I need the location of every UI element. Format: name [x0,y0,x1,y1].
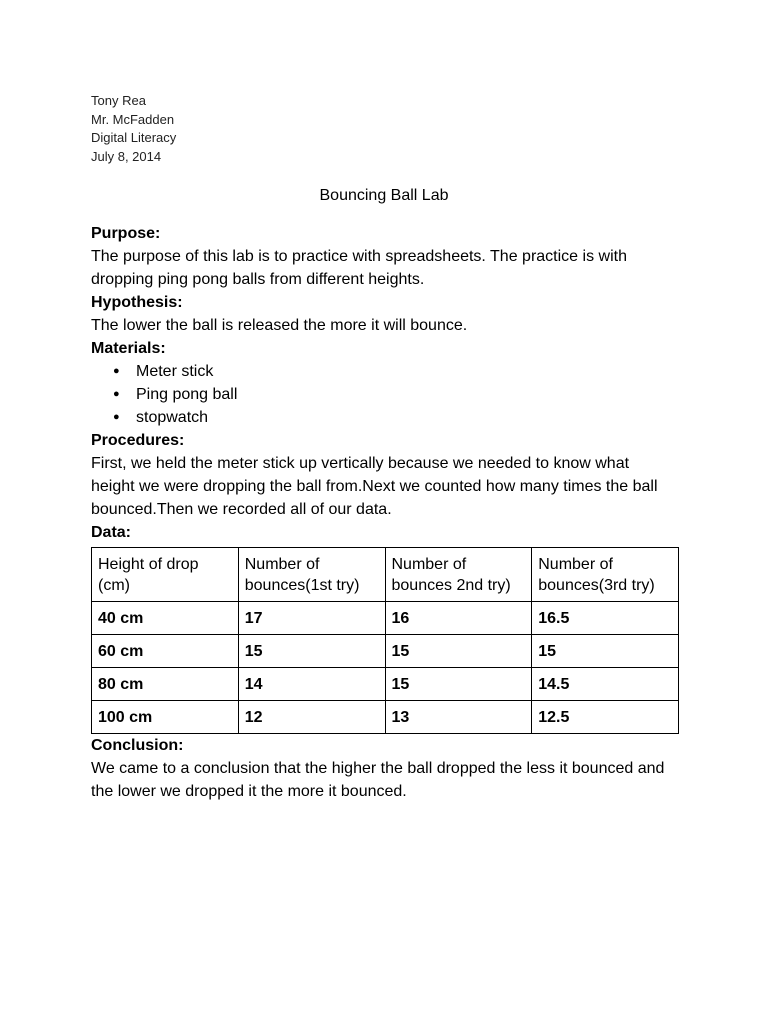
table-cell: 15 [385,635,532,668]
material-label: stopwatch [136,409,209,426]
table-cell: 60 cm [92,635,239,668]
data-table [91,547,679,734]
table-cell: 14 [238,668,385,701]
purpose-heading: Purpose: [91,225,161,242]
table-row [92,635,679,668]
table-cell: 12.5 [532,701,679,734]
column-header: Height of drop (cm) [92,548,239,602]
table-cell: 15 [532,635,679,668]
table-cell: 100 cm [92,701,239,734]
conclusion-heading: Conclusion: [91,737,184,754]
table-cell: 15 [238,635,385,668]
list-item [113,406,708,429]
table-cell: 17 [238,602,385,635]
column-header: Number of bounces(3rd try) [532,548,679,602]
table-cell: 13 [385,701,532,734]
table-cell: 16.5 [532,602,679,635]
column-header: Number of bounces 2nd try) [385,548,532,602]
table-cell: 12 [238,701,385,734]
list-item [113,383,708,406]
table-cell: 14.5 [532,668,679,701]
material-label: Ping pong ball [136,386,238,403]
material-label: Meter stick [136,363,214,380]
document-date: July 8, 2014 [91,148,162,164]
document-title: Bouncing Ball Lab [319,187,449,204]
course-name: Digital Literacy [91,130,177,145]
column-header: Number of bounces(1st try) [238,548,385,602]
table-row [92,701,679,734]
list-item [113,360,708,383]
table-header-row [92,548,679,602]
table-cell: 80 cm [92,668,239,701]
purpose-text: The purpose of this lab is to practice with spreadsheets. The practice is with dropping ping pong balls from different heights. [91,248,627,288]
procedures-heading: Procedures: [91,432,185,449]
hypothesis-heading: Hypothesis: [91,294,183,311]
materials-heading: Materials: [91,340,166,357]
bullet-icon: ● [113,388,120,400]
procedures-text: First, we held the meter stick up vertically because we needed to know what height we were dropping the ball from.Next we counted how many times the ball bounced.Then we recorded all of our data. [91,455,658,518]
bullet-icon: ● [113,411,120,423]
hypothesis-text: The lower the ball is released the more it will bounce. [91,317,468,334]
table-cell: 40 cm [92,602,239,635]
table-cell: 16 [385,602,532,635]
table-row [92,602,679,635]
teacher-name: Mr. McFadden [91,111,175,127]
conclusion-text: We came to a conclusion that the higher the ball dropped the less it bounced and the lower we dropped it the more it bounced. [91,760,665,800]
table-row [92,668,679,701]
table-cell: 15 [385,668,532,701]
author-name: Tony Rea [91,93,146,108]
data-heading: Data: [91,524,132,541]
header-block [91,92,708,166]
materials-list [91,360,708,429]
bullet-icon: ● [113,365,120,377]
